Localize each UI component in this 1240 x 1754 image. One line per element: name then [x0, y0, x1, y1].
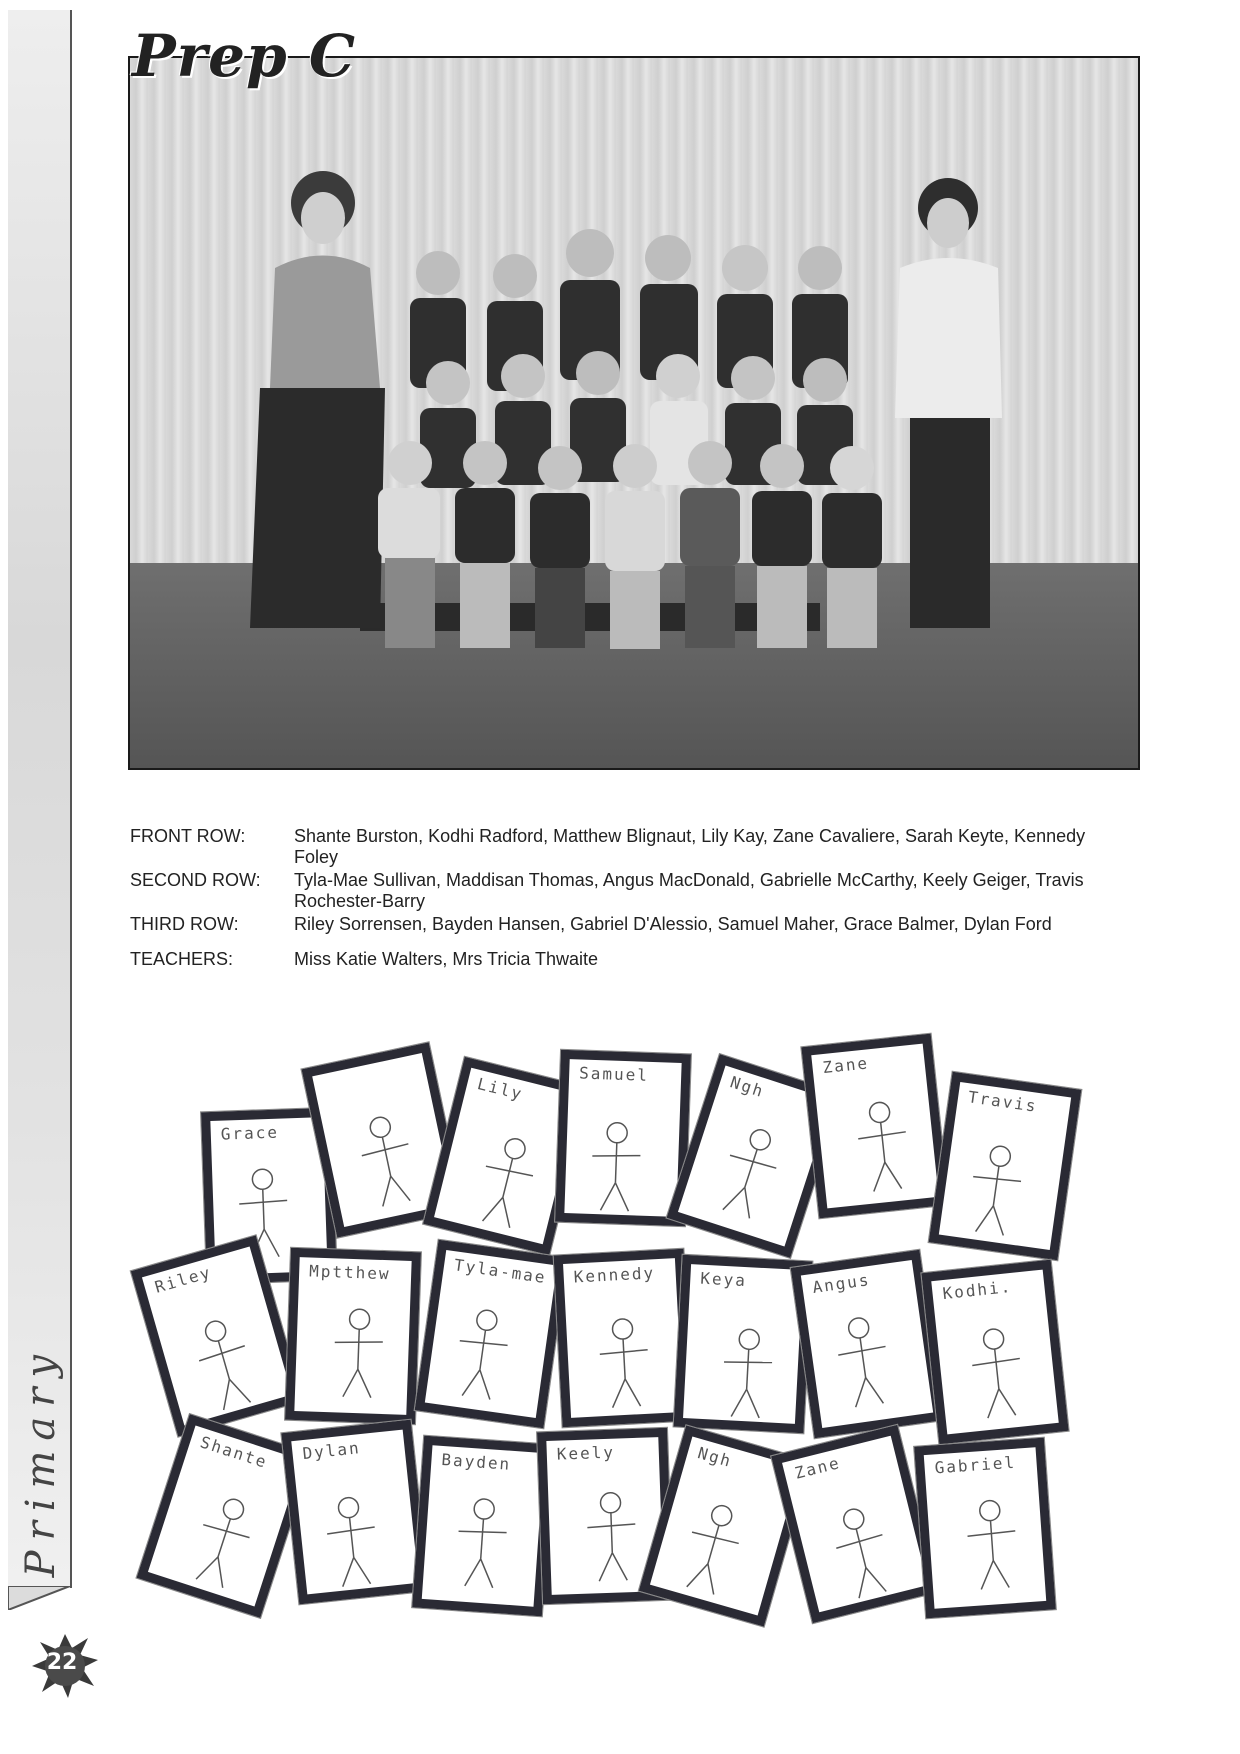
teacher-right: [895, 178, 1002, 628]
drawing-name: Bayden: [440, 1449, 512, 1474]
drawing-name: Keya: [699, 1268, 748, 1291]
drawing-name: Kennedy: [573, 1263, 656, 1287]
stick-figure-drawing: [924, 1447, 1046, 1608]
drawings-collage: [130, 1030, 1130, 1710]
drawing-frame: [554, 1249, 693, 1428]
drawing-name: Keely: [556, 1442, 616, 1464]
drawing-name: Ngh: [695, 1443, 735, 1472]
drawing-name: Samuel: [578, 1063, 650, 1085]
drawing-name: Travis: [966, 1087, 1039, 1116]
stick-figure-drawing: [563, 1258, 683, 1418]
drawing-name: Mptthew: [308, 1261, 391, 1284]
drawing-frame: [555, 1050, 691, 1226]
drawing-frame: [412, 1436, 554, 1617]
side-label: Primary: [18, 1345, 64, 1578]
drawing-name: Tyla-mae: [452, 1255, 548, 1288]
class-photo-figures: [130, 58, 1140, 770]
stick-figure-drawing: [425, 1250, 557, 1418]
page-number: 22: [46, 1650, 78, 1675]
drawing-name: Lily: [475, 1074, 526, 1104]
stick-figure-drawing: [782, 1436, 928, 1613]
stick-figure-drawing: [801, 1260, 933, 1428]
teacher-left: [250, 171, 385, 628]
stick-figure-drawing: [683, 1264, 803, 1424]
caption-label: SECOND ROW:: [130, 870, 261, 890]
drawing-frame: [415, 1240, 568, 1428]
drawing-name: Grace: [220, 1122, 280, 1144]
stick-figure-drawing: [148, 1425, 302, 1606]
caption-row: [130, 826, 1130, 868]
caption-label: TEACHERS:: [130, 949, 234, 969]
drawing-frame: [281, 1420, 428, 1605]
drawing-name: Angus: [811, 1270, 872, 1297]
caption-names: Riley Sorrensen, Bayden Hansen, Gabriel D'Alessio, Samuel Maher, Grace Balmer, Dylan Ford: [294, 914, 1052, 934]
stick-figure-drawing: [811, 1044, 938, 1209]
photo-caption: [130, 826, 1130, 972]
drawing-name: Dylan: [301, 1438, 362, 1464]
drawing-name: Zane: [821, 1053, 870, 1078]
drawing-frame: [929, 1072, 1082, 1260]
page-title: Prep C: [132, 22, 356, 90]
drawing-name: Ngh: [727, 1072, 768, 1102]
drawing-frame: [771, 1425, 939, 1623]
drawing-frame: [921, 1260, 1068, 1445]
class-photo: [128, 56, 1140, 770]
caption-names: Miss Katie Walters, Mrs Tricia Thwaite: [294, 949, 599, 969]
side-band-tail: [8, 1586, 70, 1610]
caption-row: [130, 949, 1130, 970]
third-row: [410, 229, 848, 391]
drawing-name: Gabriel: [934, 1452, 1017, 1478]
drawing-frame: [285, 1248, 421, 1424]
stick-figure-drawing: [291, 1430, 418, 1595]
drawing-name: Kodhi.: [941, 1276, 1014, 1304]
drawing-frame: [801, 1034, 948, 1219]
stick-figure-drawing: [931, 1270, 1058, 1435]
stick-figure-drawing: [564, 1059, 681, 1217]
drawing-name: Riley: [152, 1262, 214, 1297]
drawing-frame: [914, 1438, 1056, 1619]
stick-figure-drawing: [422, 1445, 544, 1606]
caption-row: [130, 914, 1130, 935]
drawing-name: Shante: [197, 1432, 271, 1472]
stick-figure-drawing: [294, 1257, 411, 1415]
caption-row: [130, 870, 1130, 912]
drawing-name: Zane: [792, 1453, 843, 1483]
caption-names: Shante Burston, Kodhi Radford, Matthew Blignaut, Lily Kay, Zane Cavaliere, Sarah Keyte, Kennedy Foley: [294, 826, 1086, 867]
stick-figure-drawing: [939, 1082, 1071, 1250]
caption-label: THIRD ROW:: [130, 914, 239, 934]
drawing-frame: [791, 1250, 944, 1438]
caption-names: Tyla-Mae Sullivan, Maddisan Thomas, Angus MacDonald, Gabrielle McCarthy, Keely Geiger, Travis Rochester-Barry: [294, 870, 1084, 911]
caption-label: FRONT ROW:: [130, 826, 246, 846]
